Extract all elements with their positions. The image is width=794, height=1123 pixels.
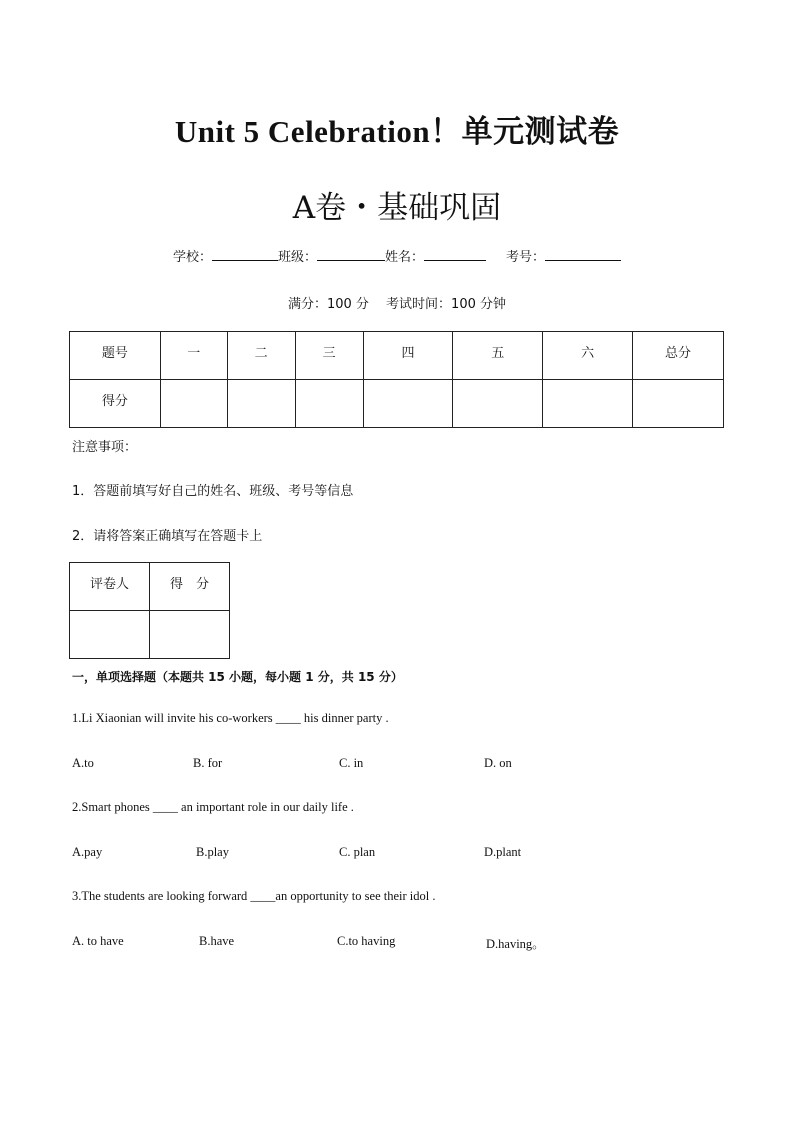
table-cell: 五 — [453, 332, 543, 380]
class-blank[interactable] — [317, 248, 385, 261]
option-c[interactable]: C. in — [339, 756, 364, 770]
grader-table — [69, 562, 230, 659]
score-cell[interactable] — [227, 380, 295, 428]
table-cell: 三 — [295, 332, 363, 380]
grader-cell[interactable] — [70, 611, 150, 659]
option-d[interactable]: D. on — [484, 756, 512, 770]
option-b[interactable]: B.play — [196, 845, 229, 859]
table-cell: 一 — [160, 332, 227, 380]
score-cell[interactable] — [363, 380, 453, 428]
question-stem: 1.Li Xiaonian will invite his co-workers ____ his dinner party . — [72, 711, 389, 725]
option-a[interactable]: A.to — [72, 756, 94, 770]
option-b[interactable]: B. for — [193, 756, 223, 770]
score-cell[interactable] — [160, 380, 227, 428]
student-info-line — [0, 246, 794, 265]
page-title: Unit 5 Celebration！单元测试卷 — [174, 114, 620, 149]
option-a[interactable]: A. to have — [72, 934, 124, 948]
name-label: 姓名： — [385, 250, 425, 265]
notes-item: 2．请将答案正确填写在答题卡上 — [72, 529, 263, 544]
score-cell[interactable] — [295, 380, 363, 428]
score-cell[interactable] — [633, 380, 724, 428]
table-cell: 总分 — [633, 332, 724, 380]
table-cell: 二 — [227, 332, 295, 380]
score-cell[interactable] — [543, 380, 633, 428]
exam-no-label: 考号： — [506, 250, 546, 265]
option-d[interactable]: D.plant — [484, 845, 522, 859]
grader-label: 评卷人 — [70, 563, 150, 611]
option-d[interactable]: D.having。 — [486, 937, 545, 951]
option-c[interactable]: C. plan — [339, 845, 376, 859]
table-cell: 题号 — [70, 332, 161, 380]
notes-heading: 注意事项： — [72, 440, 138, 455]
option-c[interactable]: C.to having — [337, 934, 396, 948]
school-label: 学校： — [172, 250, 212, 265]
score-cell[interactable] — [453, 380, 543, 428]
name-blank[interactable] — [424, 248, 486, 261]
table-row — [70, 332, 724, 380]
question-stem: 3.The students are looking forward ____an opportunity to see their idol . — [72, 889, 436, 903]
question-stem: 2.Smart phones ____ an important role in our daily life . — [72, 800, 354, 814]
table-row — [70, 611, 230, 659]
score-time-info: 满分：100 分 考试时间：100 分钟 — [287, 297, 507, 312]
table-row — [70, 563, 230, 611]
table-cell: 得分 — [70, 380, 161, 428]
option-a[interactable]: A.pay — [72, 845, 103, 859]
table-cell: 四 — [363, 332, 453, 380]
option-b[interactable]: B.have — [199, 934, 235, 948]
table-cell: 六 — [543, 332, 633, 380]
score-table — [69, 331, 724, 428]
exam-no-blank[interactable] — [545, 248, 621, 261]
score-label: 得 分 — [150, 563, 230, 611]
notes-item: 1．答题前填写好自己的姓名、班级、考号等信息 — [72, 484, 354, 499]
section-heading: 一，单项选择题（本题共 15 小题，每小题 1 分，共 15 分） — [72, 670, 403, 684]
page-subtitle: A卷・基础巩固 — [292, 190, 502, 226]
school-blank[interactable] — [212, 248, 278, 261]
table-row — [70, 380, 724, 428]
score-cell[interactable] — [150, 611, 230, 659]
class-label: 班级： — [277, 250, 317, 265]
